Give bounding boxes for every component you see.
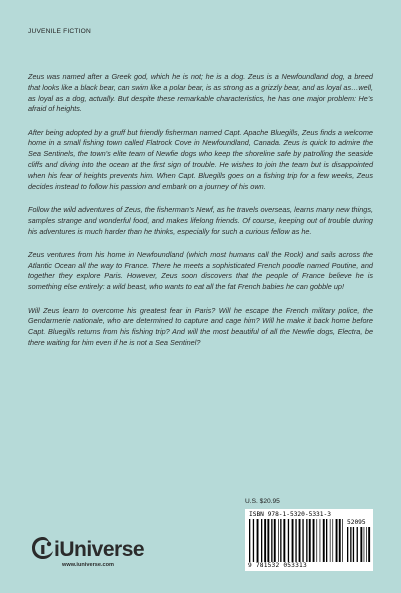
- blurb-paragraph-2: After being adopted by a gruff but friendly fisherman named Capt. Apache Bluegills, Zeus finds a welcome home in a small fishing town called Flatrock Cove in Newfoundland, Canada. Zeus is quick to admire the Sea Sentinels, the town’s elite team of Newfie dogs who keep the shoreline safe by patrolling the seaside cliffs and diving into the ocean at the first sign of trouble. He wishes to join the team but is disappointed when his fear of heights prevents him. When Capt. Bluegills goes on a fishing trip for a few weeks, Zeus decides instead to follow his passion and embark on a journey of his own.: [28, 127, 373, 191]
- blurb-paragraph-4: Zeus ventures from his home in Newfoundland (which most humans call the Rock) and sails across the Atlantic Ocean all the way to France. There he meets a sophisticated French poodle named Poutine, and together they explore Paris. However, Zeus soon discovers that the people of France believe he is something else entirely: a wild beast, who wants to eat all the fat French babies he can gobble up!: [28, 249, 373, 292]
- price-extension-number: 52095: [347, 519, 366, 526]
- iuniverse-swirl-logo: [30, 535, 56, 561]
- isbn-barcode: [245, 509, 373, 571]
- extension-barcode-bars: [347, 527, 371, 562]
- back-cover-blurb: [28, 72, 373, 361]
- publisher-url: www.iuniverse.com: [62, 562, 115, 568]
- ean-barcode-bars: [249, 519, 343, 562]
- isbn-number: ISBN 978-1-5320-5331-3: [249, 511, 331, 518]
- price-label: U.S. $20.95: [245, 498, 280, 505]
- blurb-paragraph-3: Follow the wild adventures of Zeus, the fisherman’s Newf, as he travels overseas, learns many new things, samples strange and wonderful food, and makes lifelong friends. Of course, keeping out of trouble during his adventures is much harder than he thinks, especially for such a curious fellow as he.: [28, 204, 373, 236]
- publisher-name: iUniverse: [54, 538, 145, 561]
- blurb-paragraph-1: Zeus was named after a Greek god, which he is not; he is a dog. Zeus is a Newfoundland dog, a breed that looks like a black bear, can swim like a polar bear, is as strong as a grizzly bear, and as loyal as…well, as loyal as a dog, actually. But despite these remarkable characteristics, he has one major problem: He’s afraid of heights.: [28, 72, 373, 114]
- blurb-paragraph-5: Will Zeus learn to overcome his greatest fear in Paris? Will he escape the French military police, the Gendarmerie nationale, who are determined to capture and cage him? Will he make it back home before Capt. Bluegills returns from his fishing trip? And will the most beautiful of all the Newfie dogs, Electra, be there waiting for him even if he is not a Sea Sentinel?: [28, 305, 373, 347]
- ean-number: 9 781532 053313: [248, 562, 307, 569]
- genre-label: JUVENILE FICTION: [28, 28, 91, 35]
